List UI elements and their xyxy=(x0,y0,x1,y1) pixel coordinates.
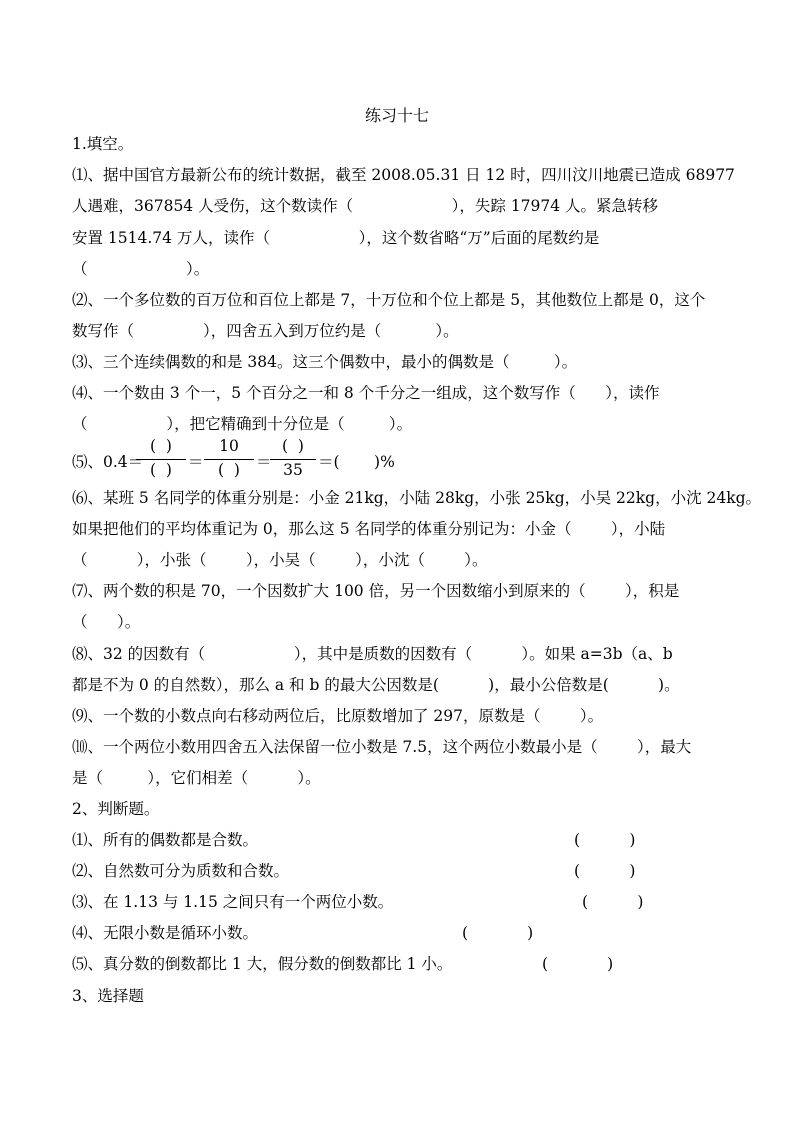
question-7-line-1: ⑺、两个数的积是 70，一个因数扩大 100 倍，另一个因数缩小到原来的（ ），积是 xyxy=(72,582,680,600)
fraction-2-numerator: 10 xyxy=(219,437,239,455)
fraction-3 xyxy=(270,437,316,527)
question-4-line-1: ⑷、一个数由 3 个一，5 个百分之一和 8 个千分之一组成，这个数写作（ ），读作 xyxy=(72,384,660,402)
question-9-line-1: ⑼、一个数的小数点向右移动两位后，比原数增加了 297，原数是（ ）。 xyxy=(72,707,604,725)
question-8-line-1: ⑻、32 的因数有（ ），其中是质数的因数有（ ）。如果 a=3b（a、b xyxy=(72,645,673,663)
judge-item-5-answer-blank: ( ) xyxy=(542,955,614,973)
fraction-1 xyxy=(136,437,186,527)
question-1-line-1: ⑴、据中国官方最新公布的统计数据，截至 2008.05.31 日 12 时，四川汶川地震已造成 68977 xyxy=(72,166,735,184)
question-5-suffix: ＝( )% xyxy=(318,453,395,471)
judge-item-4-answer-blank: ( ) xyxy=(462,924,534,942)
judge-item-2: ⑵、自然数可分为质数和合数。 xyxy=(72,862,290,880)
fraction-2 xyxy=(204,437,254,527)
question-10-line-1: ⑽、一个两位小数用四舍五入法保留一位小数是 7.5，这个两位小数最小是（ ），最大 xyxy=(72,738,692,756)
judge-item-1-answer-blank: ( ) xyxy=(574,831,636,849)
question-8-line-2: 都是不为 0 的自然数），那么 a 和 b 的最大公因数是( )，最小公倍数是( )。 xyxy=(72,676,680,694)
judge-item-3-answer-blank: ( ) xyxy=(582,893,644,911)
question-2-line-2: 数写作（ ），四舍五入到万位约是（ ）。 xyxy=(72,322,459,340)
fraction-3-bar xyxy=(270,459,316,460)
question-1-line-3: 安置 1514.74 万人，读作（ ），这个数省略“万”后面的尾数约是 xyxy=(72,229,600,247)
question-7-line-2: （ ）。 xyxy=(72,613,141,631)
question-3-line-1: ⑶、三个连续偶数的和是 384。这三个偶数中，最小的偶数是（ ）。 xyxy=(72,353,578,371)
fraction-1-bar xyxy=(136,459,186,460)
judge-item-3: ⑶、在 1.13 与 1.15 之间只有一个两位小数。 xyxy=(72,893,394,911)
page-title: 练习十七 xyxy=(364,106,429,125)
fraction-1-denominator: ( ) xyxy=(150,461,172,479)
section1-heading: 1.填空。 xyxy=(72,135,134,153)
equals-sign-1: ＝ xyxy=(188,453,204,471)
judge-item-2-answer-blank: ( ) xyxy=(574,862,636,880)
question-10-line-2: 是（ ），它们相差（ ）。 xyxy=(72,769,321,787)
question-6-line-2: 如果把他们的平均体重记为 0，那么这 5 名同学的体重分别记为：小金（ ），小陆 xyxy=(72,520,666,538)
question-6-line-3: （ ），小张（ ），小吴（ ），小沈（ ）。 xyxy=(72,551,488,569)
question-6-line-1: ⑹、某班 5 名同学的体重分别是：小金 21kg，小陆 28kg，小张 25kg，小吴 22kg，小沈 24kg。 xyxy=(72,489,762,507)
fraction-1-numerator: ( ) xyxy=(150,437,172,455)
judge-item-4: ⑷、无限小数是循环小数。 xyxy=(72,924,259,942)
equals-sign-2: ＝ xyxy=(256,453,272,471)
question-5-prefix: ⑸、0.4＝ xyxy=(72,453,144,471)
question-5-fraction-equation xyxy=(72,437,492,483)
section2-heading: 2、判断题。 xyxy=(72,800,160,818)
question-1-line-2: 人遇难，367854 人受伤，这个数读作（ ），失踪 17974 人。紧急转移 xyxy=(72,197,659,215)
question-4-line-2: （ ），把它精确到十分位是（ ）。 xyxy=(72,415,413,433)
fraction-3-denominator: 35 xyxy=(283,461,303,479)
fraction-3-numerator: ( ) xyxy=(282,437,304,455)
question-1-line-4: （ ）。 xyxy=(72,260,210,278)
fraction-2-bar xyxy=(204,459,254,460)
fraction-2-denominator: ( ) xyxy=(218,461,240,479)
judge-item-1: ⑴、所有的偶数都是合数。 xyxy=(72,831,259,849)
section3-heading: 3、选择题 xyxy=(72,987,144,1005)
judge-item-5: ⑸、真分数的倒数都比 1 大，假分数的倒数都比 1 小。 xyxy=(72,955,453,973)
question-2-line-1: ⑵、一个多位数的百万位和百位上都是 7，十万位和个位上都是 5，其他数位上都是 0，这个 xyxy=(72,291,706,309)
